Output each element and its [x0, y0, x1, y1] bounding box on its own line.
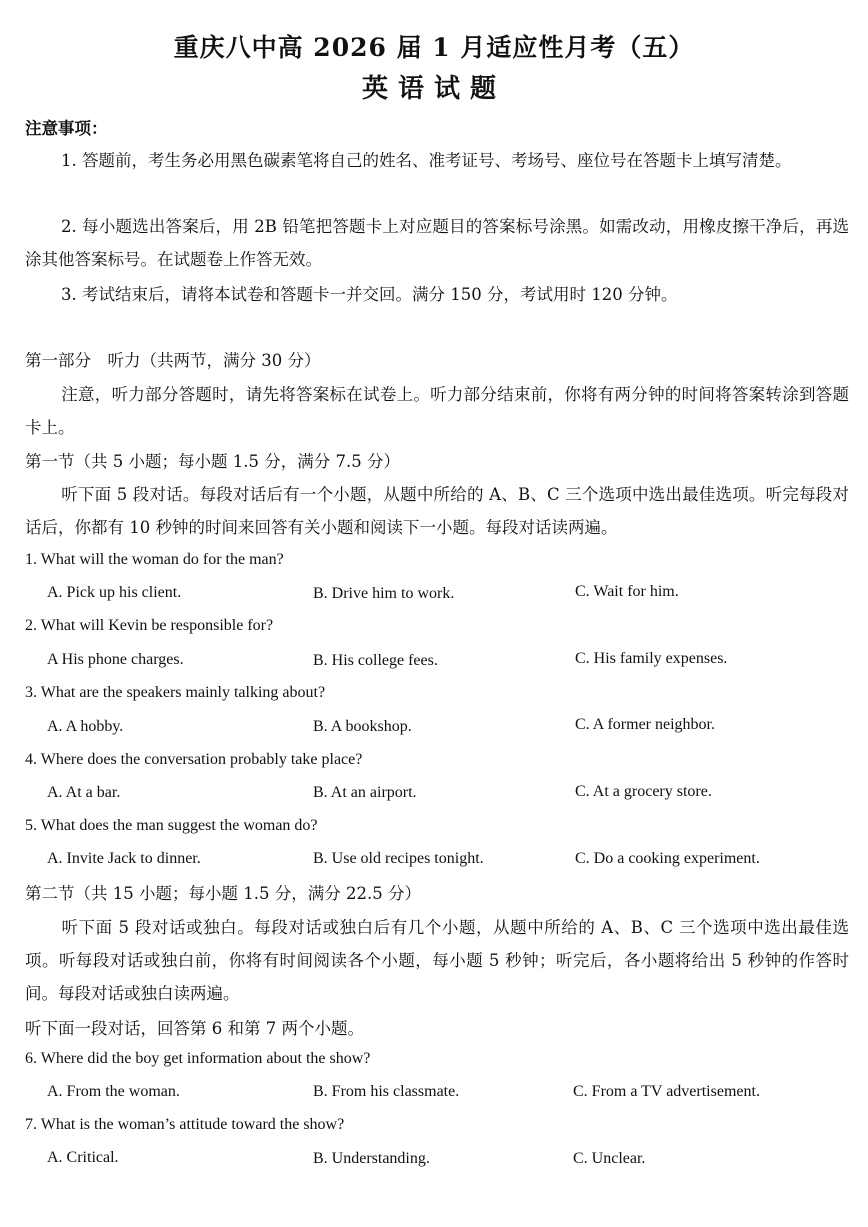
section2-heading: 第二节（共 15 小题；每小题 1.5 分，满分 22.5 分）	[25, 884, 421, 903]
notice-item-3: 3. 考试结束后，请将本试卷和答题卡一并交回。满分 150 分，考试用时 120 分钟。	[61, 285, 678, 304]
question-1-option-c: C. Wait for him.	[575, 583, 679, 600]
question-5-option-b: B. Use old recipes tonight.	[313, 850, 484, 867]
question-3-option-c: C. A former neighbor.	[575, 716, 715, 733]
question-2-option-a: A His phone charges.	[47, 651, 184, 668]
question-7-option-c: C. Unclear.	[573, 1150, 646, 1167]
question-4-option-a: A. At a bar.	[47, 784, 121, 801]
question-5-stem: 5. What does the man suggest the woman do?	[25, 817, 318, 834]
notice-heading: 注意事项：	[25, 119, 108, 138]
question-1-stem: 1. What will the woman do for the man?	[25, 551, 284, 568]
question-6-option-a: A. From the woman.	[47, 1083, 180, 1100]
notice-item-1: 1. 答题前，考生务必用黑色碳素笔将自己的姓名、准考证号、考场号、座位号在答题卡上填写清楚。	[61, 151, 792, 170]
question-7-stem: 7. What is the woman’s attitude toward the show?	[25, 1116, 345, 1133]
question-5-option-c: C. Do a cooking experiment.	[575, 850, 760, 867]
question-4-stem: 4. Where does the conversation probably take place?	[25, 751, 363, 768]
question-3-option-a: A. A hobby.	[47, 718, 124, 735]
question-6-option-b: B. From his classmate.	[313, 1083, 460, 1100]
section1-instructions: 听下面 5 段对话。每段对话后有一个小题，从题中所给的 A、B、C 三个选项中选出最佳选项。听完每段对话后，你都有 10 秒钟的时间来回答有关小题和阅读下一小题。每段对话读两遍。	[25, 485, 849, 537]
question-4-option-c: C. At a grocery store.	[575, 783, 712, 800]
question-2-option-c: C. His family expenses.	[575, 650, 728, 667]
question-3-option-b: B. A bookshop.	[313, 718, 412, 735]
question-2-option-b: B. His college fees.	[313, 652, 438, 669]
question-5-option-a: A. Invite Jack to dinner.	[47, 850, 201, 867]
part1-intro: 注意，听力部分答题时，请先将答案标在试卷上。听力部分结束前，你将有两分钟的时间将答案转涂到答题卡上。	[25, 385, 849, 437]
part1-heading: 第一部分 听力（共两节，满分 30 分）	[25, 351, 321, 370]
question-1-option-a: A. Pick up his client.	[47, 584, 182, 601]
exam-title: 重庆八中高 2026 届 1 月适应性月考（五）	[173, 33, 695, 62]
exam-subtitle: 英语试题	[361, 74, 506, 104]
question-6-option-c: C. From a TV advertisement.	[573, 1083, 760, 1100]
question-7-option-a: A. Critical.	[47, 1149, 119, 1166]
question-3-stem: 3. What are the speakers mainly talking about?	[25, 684, 326, 701]
section1-heading: 第一节（共 5 小题；每小题 1.5 分，满分 7.5 分）	[25, 452, 400, 471]
section2-group-intro: 听下面一段对话，回答第 6 和第 7 两个小题。	[25, 1019, 364, 1038]
section2-instructions: 听下面 5 段对话或独白。每段对话或独白后有几个小题，从题中所给的 A、B、C 三个选项中选出最佳选项。听每段对话或独白前，你将有时间阅读各个小题，每小题 5 秒钟；听完后，各小题将给出 5 秒钟的作答时间。每段对话或独白读两遍。	[25, 918, 849, 1003]
question-4-option-b: B. At an airport.	[313, 784, 417, 801]
question-2-stem: 2. What will Kevin be responsible for?	[25, 617, 274, 634]
notice-item-2: 2. 每小题选出答案后，用 2B 铅笔把答题卡上对应题目的答案标号涂黑。如需改动，用橡皮擦干净后，再选涂其他答案标号。在试题卷上作答无效。	[25, 217, 849, 269]
question-7-option-b: B. Understanding.	[313, 1150, 430, 1167]
question-1-option-b: B. Drive him to work.	[313, 585, 455, 602]
question-6-stem: 6. Where did the boy get information about the show?	[25, 1050, 371, 1067]
